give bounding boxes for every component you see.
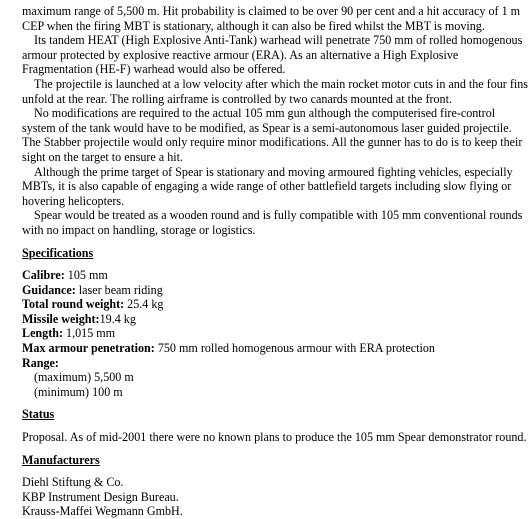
text-line: Although the prime target of Spear is stationary and moving armoured fighting vehicles, especially [34,164,513,179]
status-text: Proposal. As of mid-2001 there were no known plans to produce the 105 mm Spear demonstrator round. [22,430,527,445]
spec-value: 1,015 mm [63,326,116,341]
specifications-heading: Specifications [22,245,94,260]
paragraph-compatibility [22,208,530,237]
paragraph-projectile [22,77,530,106]
spec-label: Max armour penetration: [22,341,155,356]
spacer [22,445,530,453]
spec-label: Total round weight: [22,297,125,312]
text-line: Its tandem HEAT (High Explosive Anti-Tank) warhead will penetrate 750 mm of rolled homogenous [34,33,523,48]
spec-label: Guidance: [22,282,76,297]
paragraph-warhead [22,33,530,77]
spec-missile-weight [22,312,530,327]
text-line: sight on the target to ensure a hit. [22,149,183,164]
text-line: armour protected by explosive reactive armour (ERA). As an alternative a High Explosive [22,47,459,62]
paragraph-range [22,4,530,33]
spec-range [22,356,530,371]
text-line: with no impact on handling, storage or logistics. [22,222,256,237]
spec-value: 105 mm [64,268,108,283]
text-line: Spear would be treated as a wooden round and is fully compatible with 105 mm conventional rounds [34,208,523,223]
spec-total-weight [22,297,530,312]
paragraph-targets [22,165,530,209]
spec-label: Range: [22,355,59,370]
text-line: The projectile is launched at a low velocity after which the main rocket motor cuts in and the four fins [34,76,529,91]
manufacturer-item: KBP Instrument Design Bureau. [22,489,179,504]
spec-value: 25.4 kg [124,297,164,312]
text-line: CEP when the firing MBT is stationary, although it can also be fired whilst the MBT is moving. [22,18,485,33]
text-line: The Stabber projectile would only require minor modifications. All the gunner has to do is to keep their [22,135,523,150]
spec-value: 750 mm rolled homogenous armour with ERA protection [154,341,435,356]
manufacturer-item: Diehl Stiftung & Co. [22,475,124,490]
paragraph-modifications [22,106,530,164]
text-line: maximum range of 5,500 m. Hit probability is claimed to be over 90 per cent and a hit accuracy of 1 m [22,4,521,18]
spec-penetration [22,341,530,356]
text-line: Fragmentation (HE-F) warhead would also be offered. [22,62,286,77]
manufacturers-heading: Manufacturers [22,452,100,467]
spacer [22,399,530,407]
range-minimum: (minimum) 100 m [34,384,123,399]
manufacturers-list [22,475,530,519]
spec-calibre [22,268,530,283]
text-line: MBTs, it is also capable of engaging a wide range of other battlefield targets including slow flying or [22,179,512,194]
text-line: unfold at the rear. The rolling airframe is controlled by two canards mounted at the front. [22,91,452,106]
spec-label: Calibre: [22,268,65,283]
range-maximum: (maximum) 5,500 m [34,370,134,385]
spacer [22,260,530,268]
spacer [22,422,530,430]
manufacturer-item: Krauss-Maffei Wegmann GmbH. [22,504,183,519]
spec-label: Length: [22,326,63,341]
document-page [22,4,530,519]
status-heading: Status [22,407,55,422]
text-line: hovering helicopters. [22,193,125,208]
specifications-list [22,268,530,399]
spec-length [22,326,530,341]
spec-guidance [22,283,530,298]
spec-label: Missile weight: [22,311,100,326]
spacer [22,238,530,246]
spacer [22,467,530,475]
spec-value: 19.4 kg [99,311,136,326]
text-line: system of the tank would have to be modified, as Spear is a semi-autonomous laser guided projectile. [22,120,512,135]
spec-value: laser beam riding [75,282,163,297]
text-line: No modifications are required to the actual 105 mm gun although the computerised fire-control [34,106,496,121]
